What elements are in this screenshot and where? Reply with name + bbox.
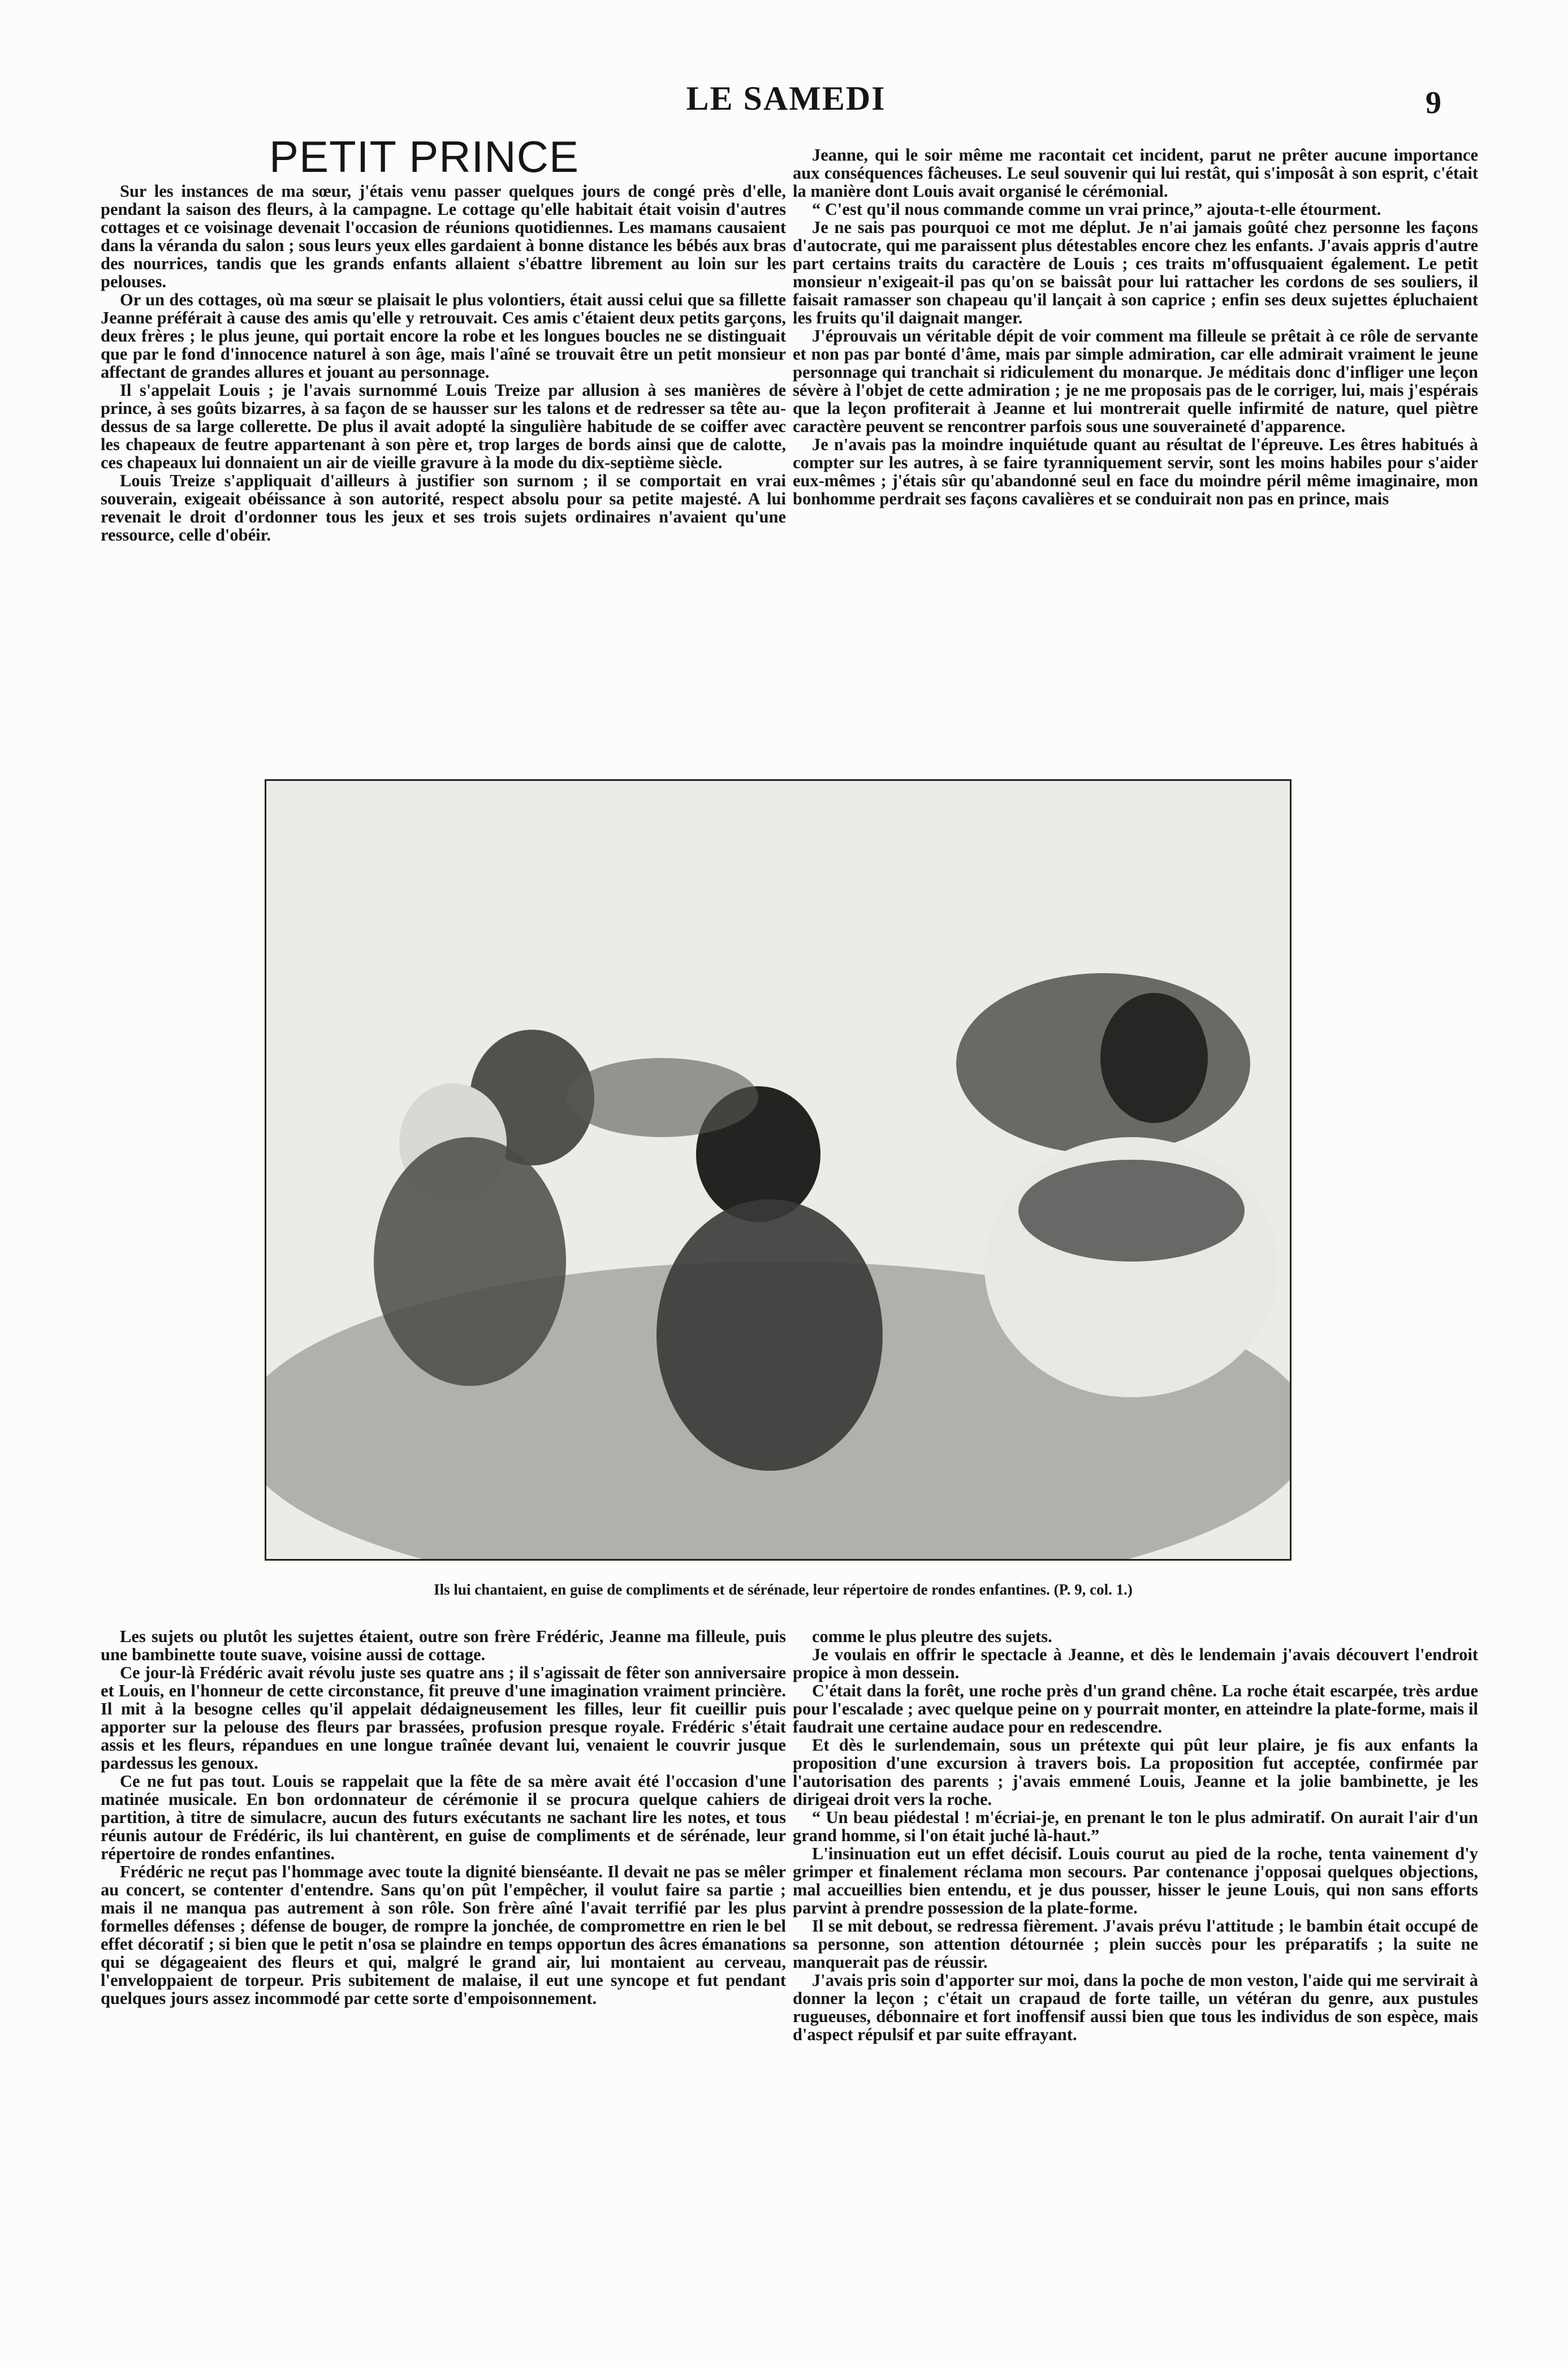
paragraph: “ Un beau piédestal ! m'écriai-je, en prenant le ton le plus admiratif. On aurait l'air d'un grand homme, si l'on était juché là-haut.” — [793, 1808, 1478, 1845]
illustration-caption: Ils lui chantaient, en guise de compliments et de sérénade, leur répertoire de rondes enfantines. (P. 9, col. 1.) — [434, 1581, 1133, 1598]
column-top-right — [793, 146, 1478, 508]
paragraph: Il se mit debout, se redressa fièrement. J'avais prévu l'attitude ; le bambin était occupé de sa personne, son attention détournée ; plein succès pour les préparatifs ; la suite ne manquerait pas de réussir. — [793, 1916, 1478, 1972]
masthead: LE SAMEDI — [686, 80, 886, 117]
column-top-left — [101, 182, 786, 544]
paragraph: comme le plus pleutre des sujets. — [812, 1627, 1052, 1646]
engraving-image — [266, 781, 1290, 1559]
paragraph: Et dès le surlendemain, sous un prétexte qui pût leur plaire, je fis aux enfants la proposition d'une excursion à travers bois. La proposition fut acceptée, confirmée par l'autorisation des parents ; j'avais emmené Louis, Jeanne et la jolie bambinette, je les dirigeai droit vers la roche. — [793, 1735, 1478, 1809]
column-bottom-left — [101, 1627, 786, 2007]
paragraph: Je ne sais pas pourquoi ce mot me déplut. Je n'ai jamais goûté chez personne les façons d'autocrate, qui me paraissent plus détestables encore chez les enfants. J'avais appris d'autre part certains traits du caractère de Louis ; ces traits m'offusquaient également. Le petit monsieur n'exigeait-il pas qu'on se baissât pour lui rattacher les cordons de ses souliers, il faisait ramasser son chapeau qu'il lançait à son caprice ; enfin ses deux sujettes épluchaient les fruits qu'il daignait manger. — [793, 218, 1478, 327]
paragraph: J'éprouvais un véritable dépit de voir comment ma filleule se prêtait à ce rôle de servante et non pas par bonté d'âme, mais par simple admiration, car elle admirait vraiment le jeune personnage qui tranchait si ridiculement du monarque. Je méditais donc d'infliger une leçon sévère à l'objet de cette admiration ; je ne me proposais pas de le corriger, lui, mais j'espérais que la leçon profiterait à Jeanne et lui montrerait quelle infirmité de nature, quel piètre caractère peuvent se rencontrer parfois sous une souveraineté d'apparence. — [793, 326, 1478, 436]
paragraph: Les sujets ou plutôt les sujettes étaient, outre son frère Frédéric, Jeanne ma filleule, puis une bambinette toute suave, voisine aussi de cottage. — [101, 1627, 786, 1664]
column-bottom-right — [793, 1627, 1478, 2044]
page-number: 9 — [1426, 85, 1441, 120]
paragraph: “ C'est qu'il nous commande comme un vrai prince,” ajouta-t-elle étourment. — [812, 200, 1381, 219]
article-title: PETIT PRINCE — [269, 132, 579, 182]
paragraph: Ce jour-là Frédéric avait révolu juste ses quatre ans ; il s'agissait de fêter son anniversaire et Louis, en l'honneur de cette circonstance, fit preuve d'une imagination vraiment princière. Il mit à la besogne celles qu'il appelait dédaigneusement les filles, leur fit cueillir puis apporter sur la pelouse des fleurs par brassées, profusion presque royale. Frédéric s'était assis et les fleurs, répandues en une longue traînée devant lui, venaient le couvrir jusque pardessus les genoux. — [101, 1663, 786, 1773]
paragraph: Je n'avais pas la moindre inquiétude quant au résultat de l'épreuve. Les êtres habitués à compter sur les autres, à se faire tyranniquement servir, sont les moins habiles pour s'aider eux-mêmes ; j'étais sûr qu'abandonné seul en face du moindre péril même imaginaire, mon bonhomme perdrait ses façons cavalières et se conduirait non pas en prince, mais — [793, 435, 1478, 508]
paragraph: Or un des cottages, où ma sœur se plaisait le plus volontiers, était aussi celui que sa fillette Jeanne préférait à cause des amis qu'elle y retrouvait. Ces amis c'étaient deux petits garçons, deux frères ; le plus jeune, qui portait encore la robe et les longues boucles ne se distinguait que par le fond d'innocence naturel à son âge, mais l'aîné se trouvait être un petit monsieur affectant de grandes allures et jouant au personnage. — [101, 290, 786, 382]
illustration-children-in-flowers — [265, 779, 1291, 1561]
paragraph: Il s'appelait Louis ; je l'avais surnommé Louis Treize par allusion à ses manières de prince, à ses goûts bizarres, à sa façon de se hausser sur les talons et de redresser sa tête au-dessus de sa large collerette. De plus il avait adopté la singulière habitude de se coiffer avec les chapeaux de feutre appartenant à son père et, trop larges de bords ainsi que de calotte, ces chapeaux lui donnaient un air de vieille gravure à la mode du dix-septième siècle. — [101, 381, 786, 472]
paragraph: J'avais pris soin d'apporter sur moi, dans la poche de mon veston, l'aide qui me servirait à donner la leçon ; c'était un crapaud de forte taille, un vétéran du genre, aux pustules rugueuses, débonnaire et fort inoffensif aussi bien que tous les individus de son espèce, mais d'aspect répulsif et par suite effrayant. — [793, 1971, 1478, 2044]
paragraph: L'insinuation eut un effet décisif. Louis courut au pied de la roche, tenta vainement d'y grimper et finalement réclama mon secours. Par contenance j'opposai quelques objections, mal accueillies bien entendu, et je dus pousser, hisser le jeune Louis, qui non sans efforts parvint à prendre possession de la plate-forme. — [793, 1844, 1478, 1917]
paragraph: Sur les instances de ma sœur, j'étais venu passer quelques jours de congé près d'elle, pendant la saison des fleurs, à la campagne. Le cottage qu'elle habitait était voisin d'autres cottages et ce voisinage devenait l'occasion de réunions quotidiennes. Les mamans causaient dans la véranda du salon ; sous leurs yeux elles gardaient à bonne distance les bébés aux bras des nourrices, tandis que les grands enfants allaient s'ébattre librement au loin sur les pelouses. — [101, 182, 786, 291]
paragraph: Je voulais en offrir le spectacle à Jeanne, et dès le lendemain j'avais découvert l'endroit propice à mon dessein. — [793, 1645, 1478, 1682]
paragraph: C'était dans la forêt, une roche près d'un grand chêne. La roche était escarpée, très ardue pour l'escalade ; avec quelque peine on y pourrait monter, en atteindre la plate-forme, mais il faudrait une certaine audace pour en redescendre. — [793, 1681, 1478, 1737]
paragraph: Louis Treize s'appliquait d'ailleurs à justifier son surnom ; il se comportait en vrai souverain, exigeait obéissance à son autorité, respect absolu pour sa petite majesté. A lui revenait le droit d'ordonner tous les jeux et ses trois sujets ordinaires n'avaient qu'une ressource, celle d'obéir. — [101, 471, 786, 545]
paragraph: Ce ne fut pas tout. Louis se rappelait que la fête de sa mère avait été l'occasion d'une matinée musicale. En bon ordonnateur de cérémonie il se procura quelque cahiers de partition, à titre de simulacre, aucun des futurs exécutants ne sachant lire les notes, et tous réunis autour de Frédéric, ils lui chantèrent, en guise de compliments et de sérénade, leur répertoire de rondes enfantines. — [101, 1772, 786, 1863]
paragraph: Jeanne, qui le soir même me racontait cet incident, parut ne prêter aucune importance aux conséquences fâcheuses. Le seul souvenir qui lui restât, qui s'imposât à son esprit, c'était la manière dont Louis avait organisé le cérémonial. — [793, 145, 1478, 201]
paragraph: Frédéric ne reçut pas l'hommage avec toute la dignité bienséante. Il devait ne pas se mêler au concert, se contenter d'entendre. Sans qu'on pût l'empêcher, il voulut faire sa partie ; mais il ne manqua pas autrement à son rôle. Son frère aîné l'avait terrifié par les plus formelles défenses ; défense de bouger, de rompre la jonchée, de compromettre en rien le bel effet décoratif ; si bien que le petit n'osa se plaindre en temps opportun des âcres émanations qui se dégageaient des fleurs et qui, malgré le grand air, lui montaient au cerveau, l'enveloppaient de torpeur. Pris subitement de malaise, il eut une syncope et fut pendant quelques jours assez incommodé par cette sorte d'empoisonnement. — [101, 1862, 786, 2008]
